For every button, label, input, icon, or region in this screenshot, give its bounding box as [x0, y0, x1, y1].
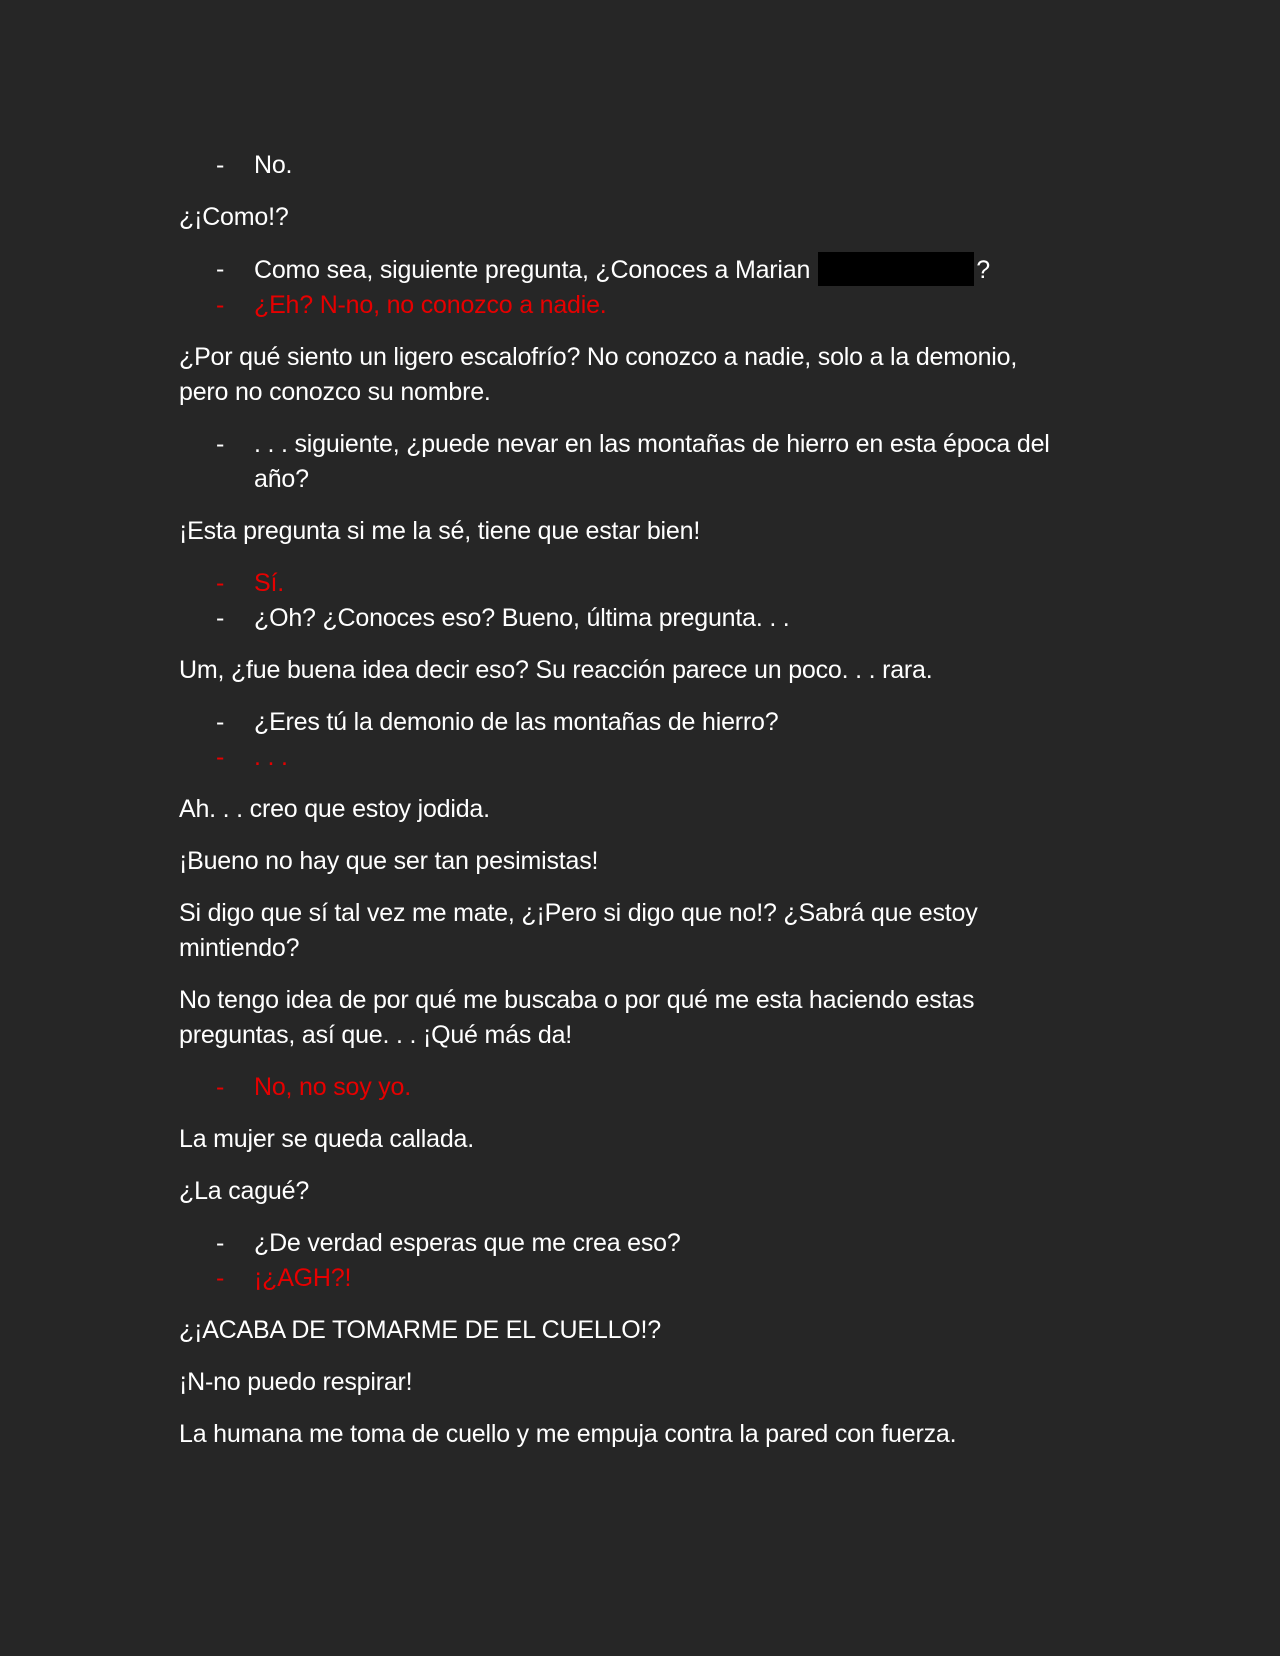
dialogue-text: ¿Eh? N-no, no conozco a nadie. [254, 291, 607, 319]
dash-bullet: - [216, 1264, 225, 1292]
dash-bullet: - [216, 708, 225, 736]
dialogue-text: ¿Eres tú la demonio de las montañas de hierro? [254, 708, 779, 736]
paragraph: ¡Bueno no hay que ser tan pesimistas! [179, 847, 599, 875]
dash-bullet: - [216, 1073, 225, 1101]
paragraph: Um, ¿fue buena idea decir eso? Su reacción parece un poco. . . rara. [179, 656, 933, 684]
dialogue-line-red [179, 288, 1079, 323]
paragraph: No tengo idea de por qué me buscaba o por qué me esta haciendo estas preguntas, así que. . . ¡Qué más da! [179, 986, 975, 1049]
dialogue-text: Como sea, siguiente pregunta, ¿Conoces a Marian [254, 256, 811, 284]
dialogue-line-red [179, 1070, 1079, 1105]
dialogue-list [179, 427, 1079, 497]
paragraph: Si digo que sí tal vez me mate, ¿¡Pero si digo que no!? ¿Sabrá que estoy mintiendo? [179, 899, 978, 962]
dialogue-line [179, 705, 1079, 740]
dialogue-line [179, 427, 1054, 497]
dialogue-list [179, 252, 1079, 323]
redacted-name [818, 252, 974, 286]
dialogue-text: ¿De verdad esperas que me crea eso? [254, 1229, 681, 1257]
dialogue-list [179, 148, 1079, 183]
dialogue-text: . . . [254, 743, 288, 771]
dialogue-line [179, 601, 1079, 636]
dialogue-line [179, 252, 1079, 288]
paragraph: La mujer se queda callada. [179, 1125, 474, 1153]
dialogue-line [179, 1226, 1079, 1261]
dash-bullet: - [216, 1229, 225, 1257]
dialogue-list [179, 1226, 1079, 1296]
paragraph: La humana me toma de cuello y me empuja contra la pared con fuerza. [179, 1420, 957, 1448]
dialogue-text: Sí. [254, 569, 284, 597]
paragraph: ¡N-no puedo respirar! [179, 1368, 413, 1396]
paragraph: ¡Esta pregunta si me la sé, tiene que estar bien! [179, 517, 701, 545]
dash-bullet: - [216, 430, 225, 458]
dialogue-list [179, 705, 1079, 775]
dialogue-list [179, 1070, 1079, 1105]
document-body [179, 148, 1079, 1469]
dialogue-line [179, 148, 1079, 183]
dialogue-text: ? [976, 256, 990, 284]
paragraph: ¿¡Como!? [179, 203, 289, 231]
dash-bullet: - [216, 291, 225, 319]
dialogue-text: No, no soy yo. [254, 1073, 412, 1101]
dialogue-line-red [179, 740, 1079, 775]
paragraph: ¿Por qué siento un ligero escalofrío? No conozco a nadie, solo a la demonio, pero no conozco su nombre. [179, 343, 1018, 406]
dialogue-text: ¿Oh? ¿Conoces eso? Bueno, última pregunta. . . [254, 604, 790, 632]
dialogue-text: ¡¿AGH?! [254, 1264, 352, 1292]
dash-bullet: - [216, 604, 225, 632]
dialogue-text: No. [254, 151, 293, 179]
dialogue-text: . . . siguiente, ¿puede nevar en las montañas de hierro en esta época del año? [254, 430, 1050, 493]
dialogue-line-red [179, 1261, 1079, 1296]
dialogue-list [179, 566, 1079, 636]
dialogue-line-red [179, 566, 1079, 601]
dash-bullet: - [216, 151, 225, 179]
dash-bullet: - [216, 255, 225, 283]
paragraph: ¿¡ACABA DE TOMARME DE EL CUELLO!? [179, 1316, 661, 1344]
paragraph: ¿La cagué? [179, 1177, 310, 1205]
paragraph: Ah. . . creo que estoy jodida. [179, 795, 490, 823]
dash-bullet: - [216, 743, 225, 771]
dash-bullet: - [216, 569, 225, 597]
